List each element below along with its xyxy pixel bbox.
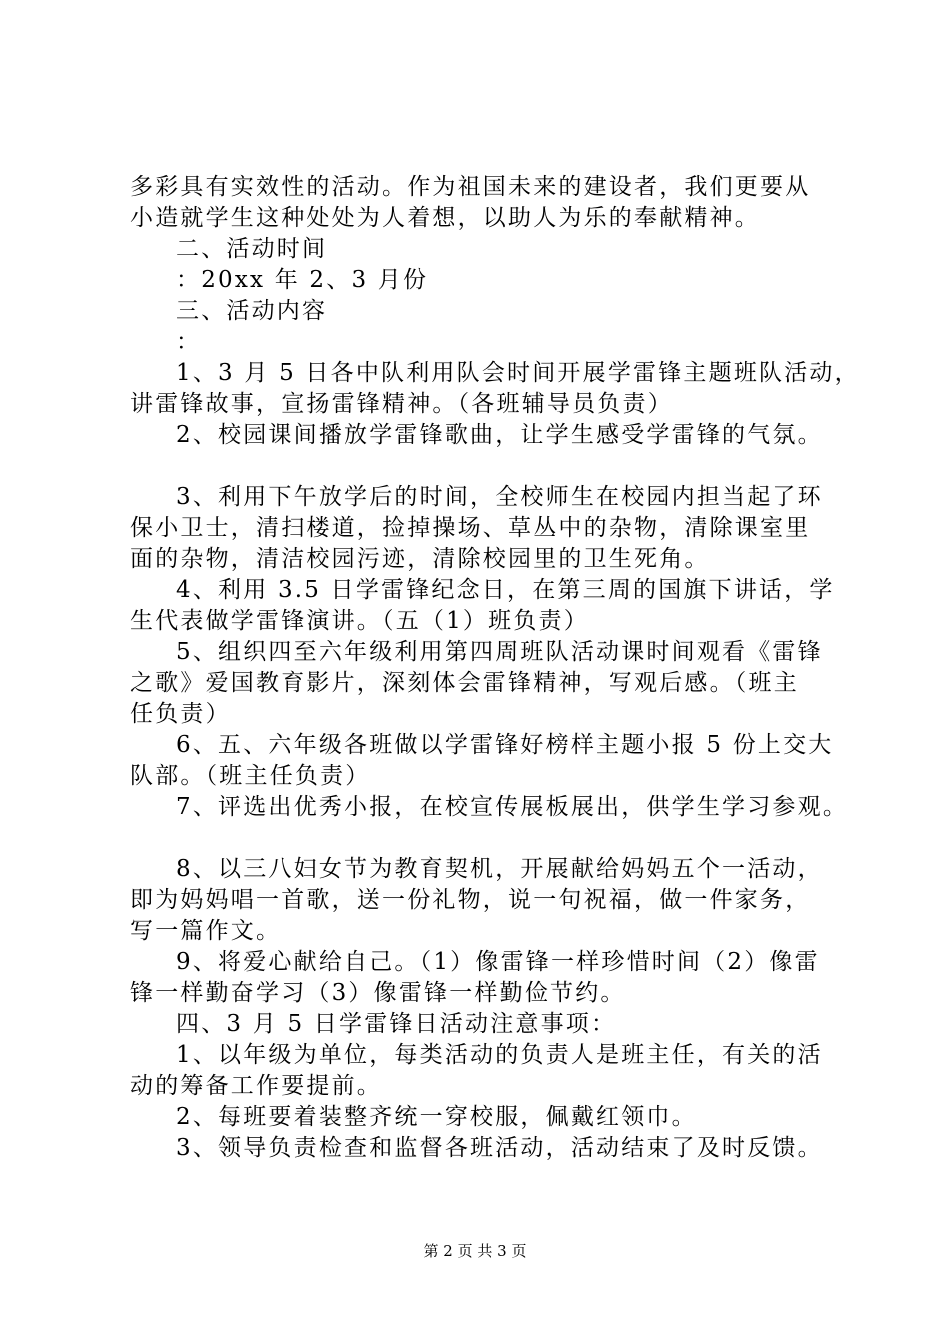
blank-line: [130, 823, 850, 854]
text-line: 任负责）: [130, 701, 231, 727]
text-line: 2、每班要着装整齐统一穿校服，佩戴红领巾。: [176, 1104, 697, 1130]
text-line: 1、以年级为单位，每类活动的负责人是班主任，有关的活: [176, 1042, 823, 1068]
text-line: 生代表做学雷锋演讲。（五（1）班负责）: [130, 608, 589, 634]
text-line: 7、评选出优秀小报，在校宣传展板展出，供学生学习参观。: [176, 794, 849, 820]
text-line: 多彩具有实效性的活动。作为祖国未来的建设者，我们更要从: [130, 174, 811, 200]
text-line: 即为妈妈唱一首歌，送一份礼物，说一句祝福，做一件家务，: [130, 887, 811, 913]
text-line: ：: [176, 329, 202, 355]
text-line: 锋一样勤奋学习（3）像雷锋一样勤俭节约。: [130, 980, 626, 1006]
text-line: 3、领导负责检查和监督各班活动，活动结束了及时反馈。: [176, 1135, 823, 1161]
page-number-footer: 第 2 页 共 3 页: [423, 1242, 527, 1260]
text-line: ：20xx 年 2、3 月份: [176, 267, 429, 293]
text-line: 3、利用下午放学后的时间，全校师生在校园内担当起了环: [176, 484, 823, 510]
section-heading: 二、活动时间: [176, 236, 328, 262]
text-line: 9、将爱心献给自己。（1）像雷锋一样珍惜时间（2）像雷: [176, 949, 820, 975]
text-line: 小造就学生这种处处为人着想，以助人为乐的奉献精神。: [130, 205, 760, 231]
text-line: 之歌》爱国教育影片，深刻体会雷锋精神，写观后感。（班主: [130, 670, 799, 696]
text-line: 写一篇作文。: [130, 918, 282, 944]
text-line: 队部。（班主任负责）: [130, 763, 371, 789]
text-line: 面的杂物，清洁校园污迹，清除校园里的卫生死角。: [130, 546, 710, 572]
text-line: 动的筹备工作要提前。: [130, 1073, 382, 1099]
blank-line: [130, 451, 850, 482]
text-line: 8、以三八妇女节为教育契机，开展献给妈妈五个一活动，: [176, 856, 823, 882]
section-heading: 四、3 月 5 日学雷锋日活动注意事项：: [176, 1011, 617, 1037]
text-line: 2、校园课间播放学雷锋歌曲，让学生感受学雷锋的气氛。: [176, 422, 823, 448]
text-line: 4、利用 3.5 日学雷锋纪念日，在第三周的国旗下讲话，学: [176, 577, 835, 603]
text-line: 1、3 月 5 日各中队利用队会时间开展学雷锋主题班队活动，: [176, 360, 860, 386]
section-heading: 三、活动内容: [176, 298, 328, 324]
text-line: 6、五、六年级各班做以学雷锋好榜样主题小报 5 份上交大: [176, 732, 834, 758]
document-body: [130, 172, 860, 1164]
text-line: 5、组织四至六年级利用第四周班队活动课时间观看《雷锋: [176, 639, 823, 665]
text-line: 保小卫士，清扫楼道，捡掉操场、草丛中的杂物，清除课室里: [130, 515, 811, 541]
text-line: 讲雷锋故事，宣扬雷锋精神。（各班辅导员负责）: [130, 391, 673, 417]
